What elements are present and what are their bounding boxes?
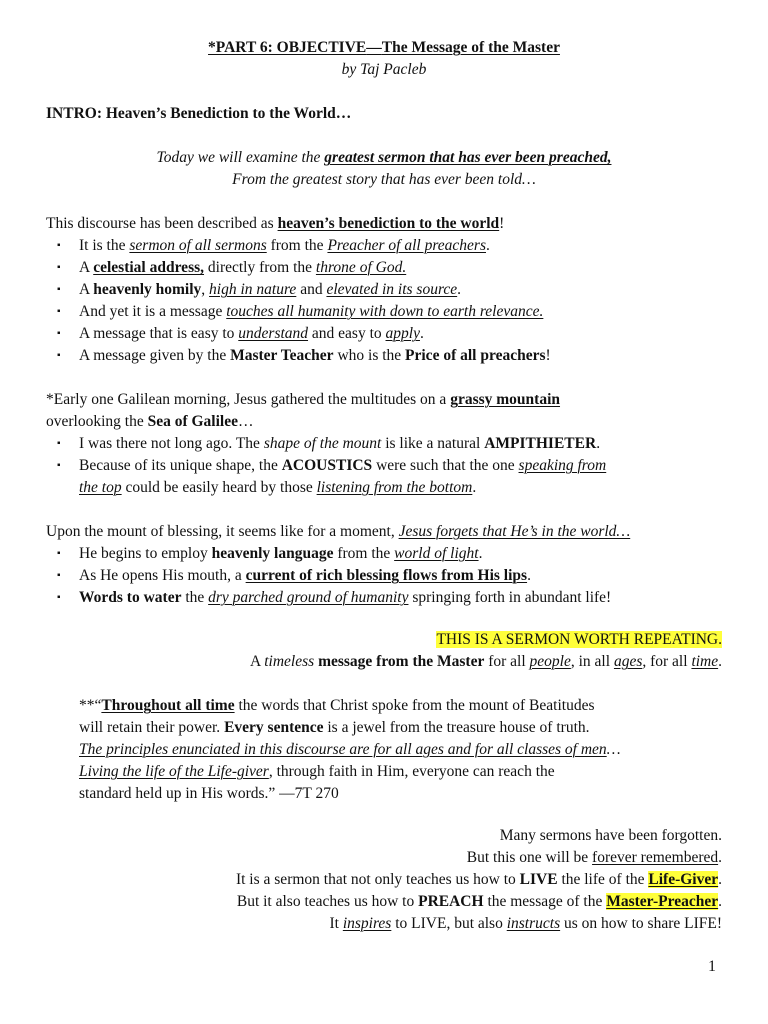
bullet-marker: ▪ bbox=[57, 328, 61, 339]
list-item: It is the sermon of all sermons from the Preacher of all preachers. bbox=[79, 237, 490, 254]
closing-line-1: Many sermons have been forgotten. bbox=[499, 827, 722, 844]
bullet-marker: ▪ bbox=[57, 306, 61, 317]
list-item: Because of its unique shape, the ACOUSTICS were such that the one speaking from bbox=[79, 457, 607, 474]
intro-line-1: Today we will examine the greatest sermon that has ever been preached, bbox=[156, 149, 612, 166]
list-item: I was there not long ago. The shape of the mount is like a natural AMPITHIETER. bbox=[79, 435, 601, 452]
discourse-lead: This discourse has been described as heaven’s benediction to the world! bbox=[46, 215, 505, 232]
list-item: A heavenly homily, high in nature and elevated in its source. bbox=[79, 281, 462, 298]
quote-line-2: will retain their power. Every sentence is a jewel from the treasure house of truth. bbox=[79, 719, 590, 736]
page-title: *PART 6: OBJECTIVE—The Message of the Master bbox=[208, 39, 560, 56]
bullet-marker: ▪ bbox=[57, 350, 61, 361]
quote-line-4: Living the life of the Life-giver, through faith in Him, everyone can reach the bbox=[79, 763, 555, 780]
list-item: A message given by the Master Teacher who is the Price of all preachers! bbox=[79, 347, 551, 364]
list-item: A celestial address, directly from the throne of God. bbox=[79, 259, 407, 276]
intro-heading: INTRO: Heaven’s Benediction to the World… bbox=[46, 105, 352, 122]
highlight-callout: THIS IS A SERMON WORTH REPEATING. bbox=[436, 631, 722, 648]
quote-line-5: standard held up in His words.” —7T 270 bbox=[79, 785, 339, 802]
list-item: Words to water the dry parched ground of humanity springing forth in abundant life! bbox=[79, 589, 612, 606]
bullet-marker: ▪ bbox=[57, 284, 61, 295]
list-item: As He opens His mouth, a current of rich blessing flows from His lips. bbox=[79, 567, 531, 584]
timeless-line: A timeless message from the Master for all people, in all ages, for all time. bbox=[250, 653, 722, 670]
closing-line-4: But it also teaches us how to PREACH the message of the Master-Preacher. bbox=[236, 893, 722, 910]
bullet-marker: ▪ bbox=[57, 240, 61, 251]
closing-line-3: It is a sermon that not only teaches us how to LIVE the life of the Life-Giver. bbox=[235, 871, 722, 888]
list-item-continuation: the top could be easily heard by those listening from the bottom. bbox=[79, 479, 477, 496]
bullet-marker: ▪ bbox=[57, 548, 61, 559]
page-number: 1 bbox=[708, 958, 716, 975]
bullet-marker: ▪ bbox=[57, 570, 61, 581]
closing-line-2: But this one will be forever remembered. bbox=[466, 849, 722, 866]
quote-line-1: **“Throughout all time the words that Christ spoke from the mount of Beatitudes bbox=[79, 697, 595, 714]
galilee-line-1: *Early one Galilean morning, Jesus gathered the multitudes on a grassy mountain bbox=[46, 391, 561, 408]
bullet-marker: ▪ bbox=[57, 592, 61, 603]
closing-line-5: It inspires to LIVE, but also instructs us on how to share LIFE! bbox=[329, 915, 722, 932]
galilee-line-2: overlooking the Sea of Galilee… bbox=[46, 413, 254, 430]
bullet-marker: ▪ bbox=[57, 460, 61, 471]
list-item: And yet it is a message touches all humanity with down to earth relevance. bbox=[79, 303, 544, 320]
bullet-marker: ▪ bbox=[57, 438, 61, 449]
mount-lead: Upon the mount of blessing, it seems like for a moment, Jesus forgets that He’s in the world… bbox=[46, 523, 631, 540]
intro-line-2: From the greatest story that has ever been told… bbox=[232, 171, 536, 188]
byline: by Taj Pacleb bbox=[341, 61, 427, 78]
list-item: A message that is easy to understand and easy to apply. bbox=[79, 325, 424, 342]
list-item: He begins to employ heavenly language from the world of light. bbox=[79, 545, 483, 562]
quote-line-3: The principles enunciated in this discourse are for all ages and for all classes of men… bbox=[79, 741, 621, 758]
bullet-marker: ▪ bbox=[57, 262, 61, 273]
